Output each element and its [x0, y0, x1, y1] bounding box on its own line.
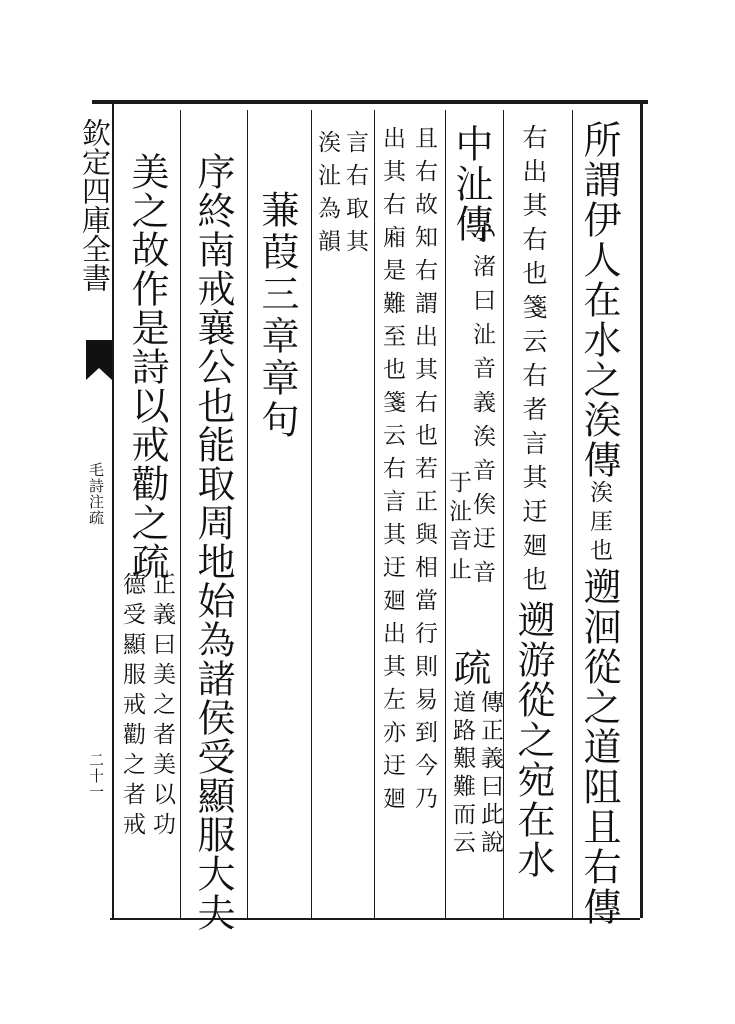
series-title: 欽定四庫全書: [78, 118, 112, 292]
column-divider: [180, 110, 181, 918]
commentary-text: 正義曰美之者美以功: [149, 572, 175, 842]
main-text: 疏: [447, 648, 491, 688]
column-divider: [311, 110, 312, 918]
main-text: 遡洄從之道阻且右傳: [577, 567, 621, 927]
main-text: 美之故作是詩以戒勸之疏: [125, 152, 169, 581]
commentary-text: 道路艱難而云: [449, 690, 475, 858]
main-text: 中沚傳: [449, 124, 493, 244]
column-divider: [503, 110, 504, 918]
commentary-text: 德受顯服戒勸之者戒: [119, 572, 145, 842]
preface-text: 序終南戒襄公也能取周地始為諸侯受顯服大夫: [191, 152, 235, 932]
page-number: 二十一: [87, 752, 105, 800]
commentary-text: 出其右廂是難至也箋云右言其迂廻出其左亦迂廻: [379, 126, 405, 819]
column-divider: [247, 110, 248, 918]
commentary-text: 且右故知右謂出其右也若正與相當行則易到今乃: [411, 126, 437, 819]
bottom-border: [110, 918, 640, 920]
commentary-text: 小渚曰沚音義涘音俟迂音: [469, 220, 495, 594]
right-border: [640, 104, 643, 918]
text-column-8: [125, 152, 169, 581]
column-divider: [374, 110, 375, 918]
left-inner-border: [112, 104, 114, 918]
column-divider: [572, 110, 573, 918]
fishtail-mark: [86, 340, 112, 380]
commentary-text: 傳正義曰此說: [477, 690, 503, 858]
text-column-2: [511, 124, 555, 880]
commentary-text: 涘沚為韻: [314, 130, 340, 262]
top-border: [92, 100, 648, 104]
commentary-text: 右出其右也箋云右者言其迂廻也: [519, 124, 548, 600]
main-text: 所謂伊人在水之涘傳: [577, 120, 621, 480]
commentary-text: 涘厓也: [586, 480, 612, 567]
commentary-text: 言右取其: [342, 130, 368, 262]
chapter-note: 蒹葭三章章句: [255, 190, 299, 442]
commentary-text: 于沚音止: [445, 470, 471, 586]
text-column-1: [577, 120, 621, 927]
main-text: 遡游從之宛在水: [511, 600, 555, 880]
book-title: 毛詩注疏: [87, 462, 105, 526]
